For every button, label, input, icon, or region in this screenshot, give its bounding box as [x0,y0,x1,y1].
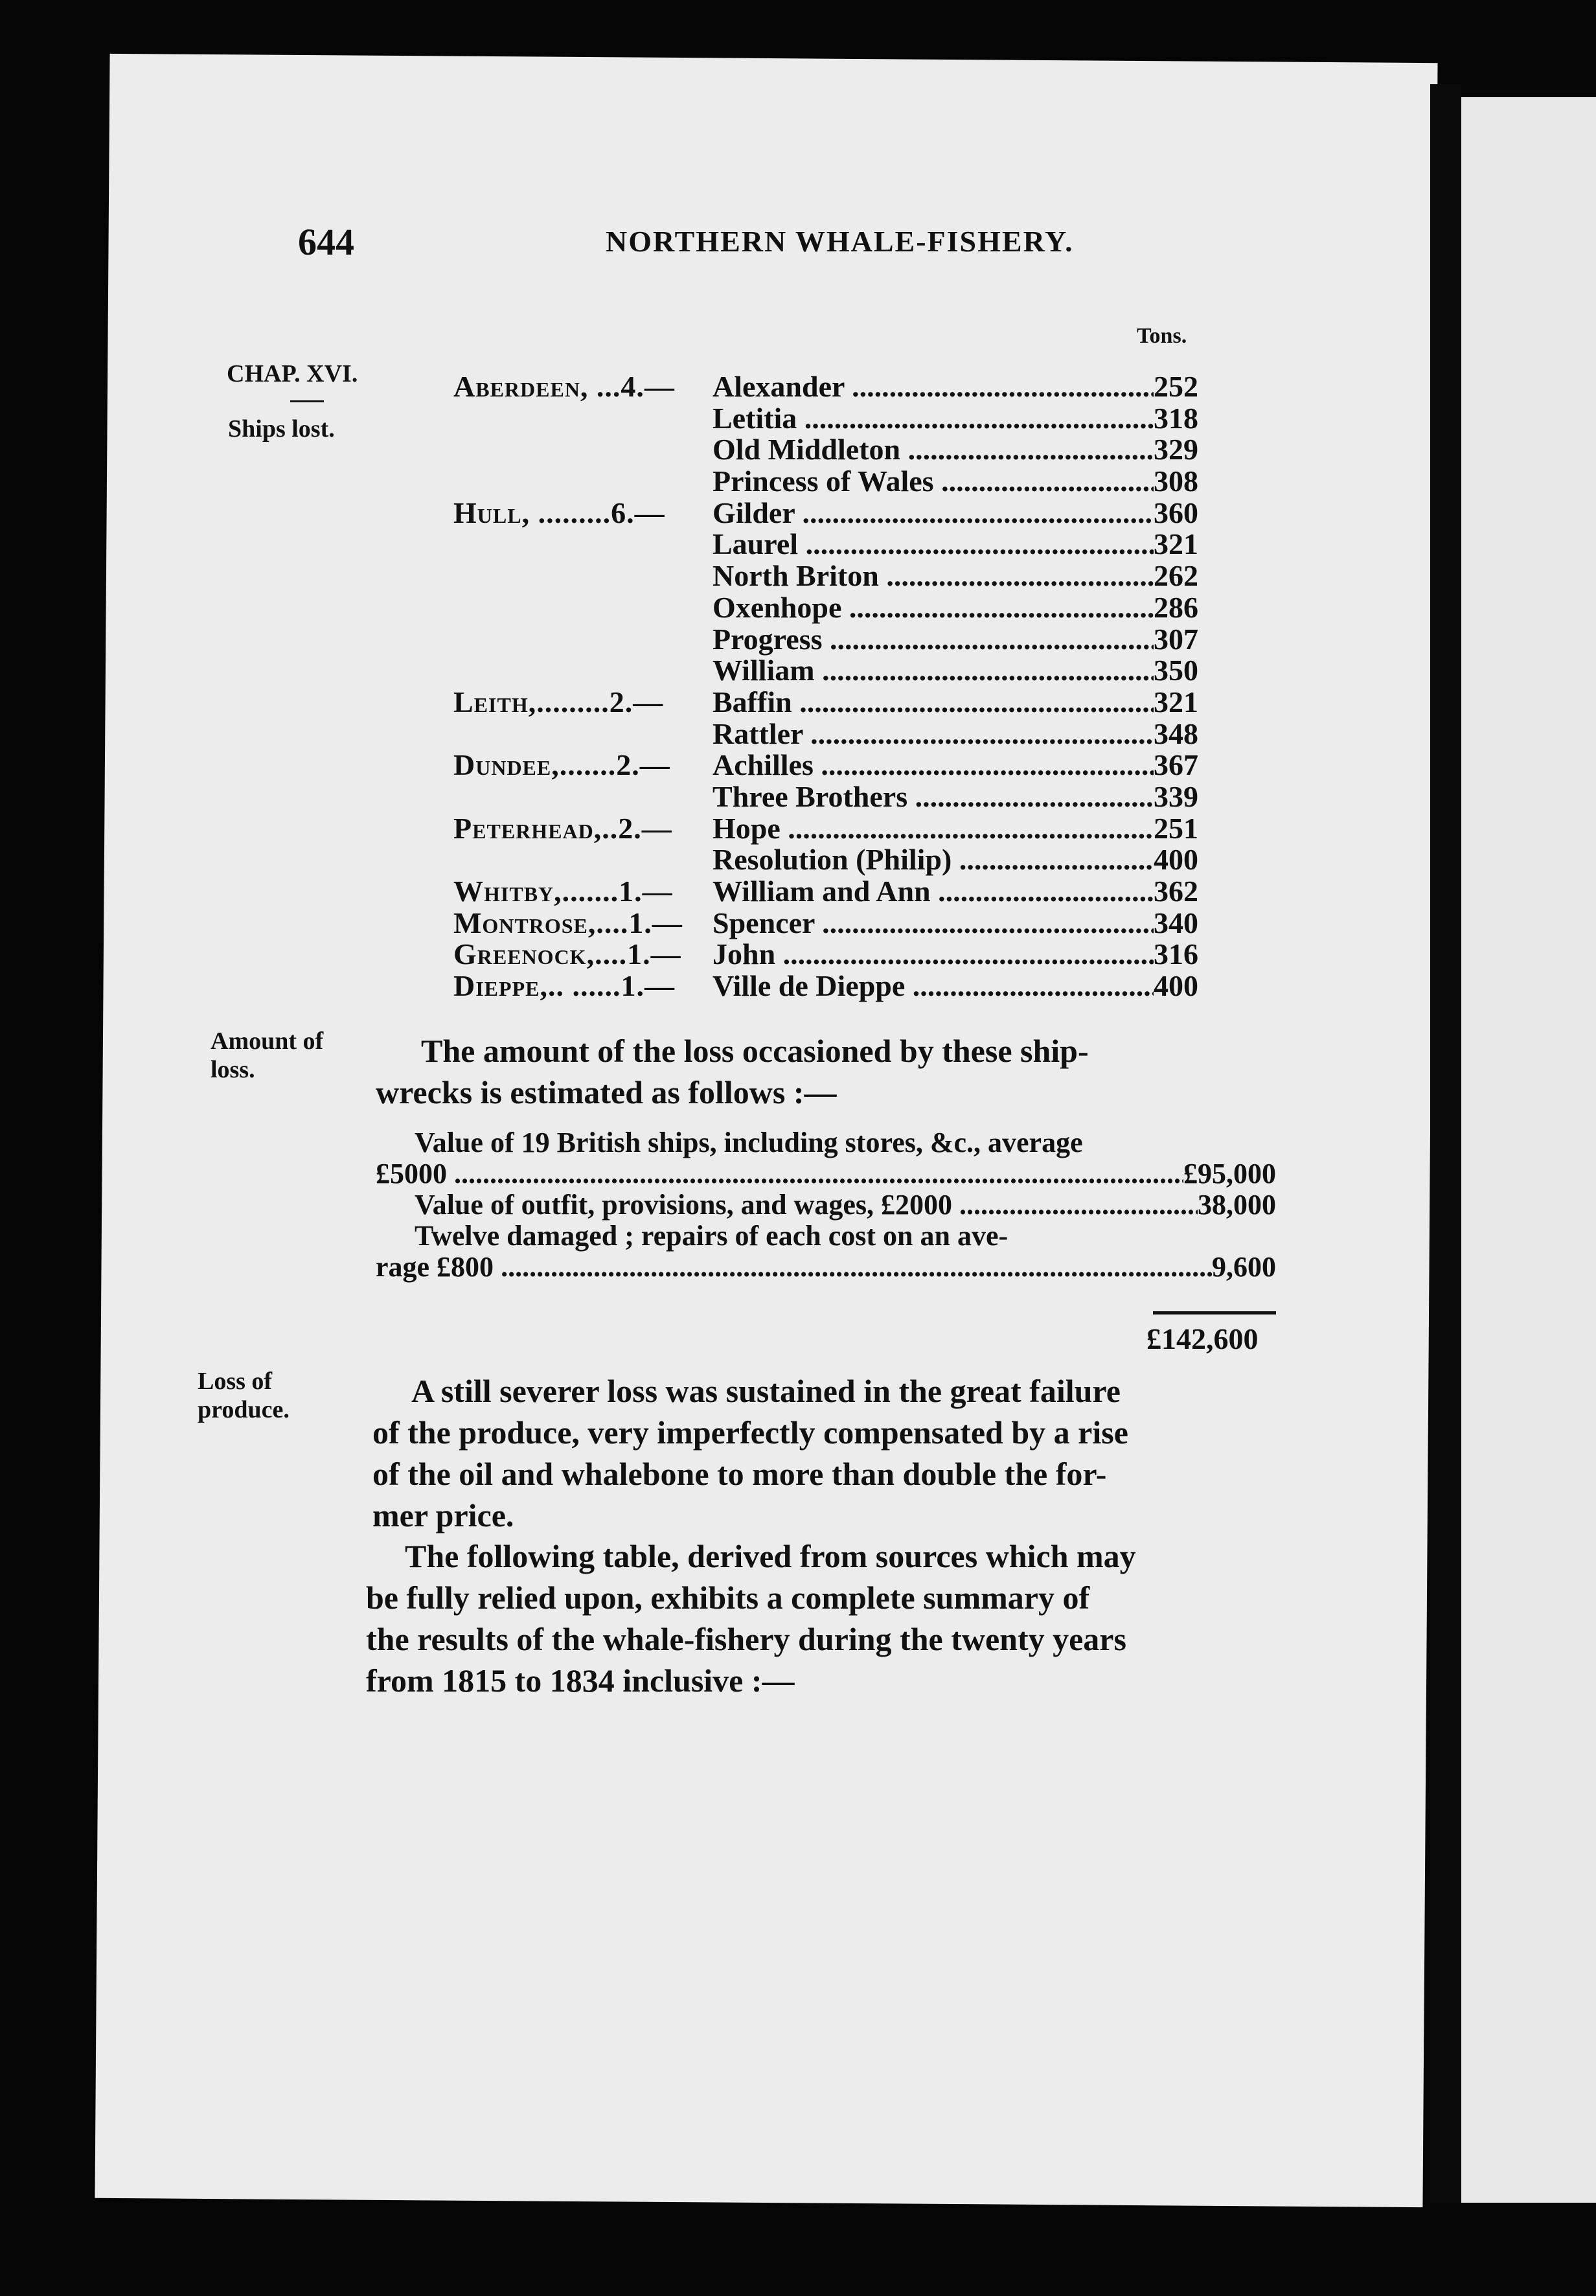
ship-tons: 318 [1154,401,1198,435]
ship-entry [712,464,1198,498]
loss-item-text: Value of outfit, provisions, and wages, £2000 ..... [415,1189,1198,1221]
loss-row [376,1189,1276,1221]
ship-row [453,464,1198,496]
loss-estimate-table [376,1127,1276,1283]
port-label: Whitby,.......1.— [453,875,673,908]
tons-column-header: Tons. [1137,324,1187,348]
ship-entry [712,811,1198,845]
ship-tons: 262 [1154,559,1198,593]
loss-amount: 38,000 [1198,1189,1276,1221]
ship-entry [712,748,1198,782]
ship-name: William ..... [712,653,1154,687]
ship-row [453,653,1198,685]
paragraph-line: from 1815 to 1834 inclusive :— [366,1662,795,1699]
ship-tons: 321 [1154,527,1198,561]
loss-of-produce-label-2: produce. [198,1396,290,1423]
page-number: 644 [298,221,354,263]
ship-entry [712,527,1198,561]
ship-name: Rattler ..... [712,717,1154,751]
loss-item-text: Value of 19 British ships, including stores, &c., average [415,1127,1083,1158]
ship-tons: 286 [1154,590,1198,624]
port-label: Peterhead,..2.— [453,811,672,845]
ship-entry [712,969,1198,1003]
chapter-dash [290,400,324,402]
loss-intro-line: The amount of the loss occasioned by these ship- [421,1033,1089,1069]
page-header-title: NORTHERN WHALE-FISHERY. [606,225,1074,258]
ship-entry [712,496,1198,530]
paragraph-line: mer price. [372,1497,514,1533]
book-spine [1430,84,1461,2203]
port-label: Greenock,....1.— [453,937,681,971]
paragraph-line: the results of the whale-fishery during the twenty years [366,1621,1126,1657]
ship-entry [712,622,1198,656]
ship-tons: 360 [1154,496,1198,529]
loss-of-produce-label-1: Loss of [198,1368,273,1395]
ship-name: Letitia ..... [712,401,1154,435]
table-intro-paragraph [366,1535,1276,1701]
ship-row [453,748,1198,782]
ship-row [453,685,1198,717]
loss-amount: £95,000 [1183,1158,1276,1189]
loss-item-text: Twelve damaged ; repairs of each cost on an ave- [415,1220,1009,1252]
ship-name: Oxenhope ..... [712,590,1154,625]
ship-row [453,496,1198,527]
ship-entry [712,432,1198,466]
ship-row [453,874,1198,906]
margin-note-loss-of-produce [198,1367,290,1424]
ship-name: North Briton ..... [712,558,1154,593]
ship-tons: 362 [1154,875,1198,908]
ship-entry [712,937,1198,971]
ship-tons: 339 [1154,779,1198,813]
ship-name: Laurel ..... [712,527,1154,561]
paragraph-line: of the produce, very imperfectly compensated by a rise [372,1414,1128,1451]
produce-paragraph [372,1370,1276,1536]
ship-row [453,369,1198,401]
loss-item-text: rage £800 ..... [376,1252,1212,1283]
ship-row [453,401,1198,433]
chapter-label: CHAP. XVI. [227,360,358,387]
ship-name: Progress ..... [712,622,1154,656]
ship-tons: 367 [1154,748,1198,782]
ship-row [453,717,1198,748]
paragraph-line: The following table, derived from sources which may [405,1538,1136,1574]
port-label: Montrose,....1.— [453,906,683,939]
loss-amount: 9,600 [1212,1251,1276,1283]
ship-entry [712,842,1198,877]
ship-row [453,937,1198,969]
port-label: Dieppe,.. ......1.— [453,969,675,1003]
margin-note-amount-of-loss [211,1027,323,1084]
ship-tons: 308 [1154,465,1198,498]
loss-intro-line: wrecks is estimated as follows :— [376,1074,837,1110]
ship-entry [712,653,1198,687]
ship-row [453,558,1198,593]
ship-tons: 340 [1154,906,1198,939]
loss-item-text: £5000 ..... [376,1158,1183,1189]
paragraph-line: A still severer loss was sustained in the great failure [411,1373,1121,1409]
ship-name: Gilder ..... [712,496,1154,530]
ship-entry [712,369,1198,404]
port-label: Dundee,.......2.— [453,748,670,782]
ship-row [453,842,1198,877]
ship-tons: 329 [1154,433,1198,466]
loss-total: £142,600 [1146,1322,1259,1355]
ship-name: Princess of Wales ..... [712,464,1154,498]
ship-name: Spencer ..... [712,906,1154,940]
ship-row [453,811,1198,843]
port-label: Leith,.........2.— [453,685,664,718]
ship-name: William and Ann ..... [712,874,1154,908]
amount-of-loss-label-1: Amount of [211,1027,324,1055]
ship-tons: 400 [1154,843,1198,877]
ship-tons: 252 [1154,370,1198,403]
loss-row [376,1252,1276,1283]
paragraph-line: of the oil and whalebone to more than double the for- [372,1456,1107,1492]
ship-tons: 400 [1154,969,1198,1003]
ship-row [453,527,1198,561]
ship-name: Alexander ..... [712,369,1154,404]
ship-entry [712,779,1198,814]
ship-tons: 321 [1154,685,1198,718]
ship-name: Resolution (Philip) ..... [712,842,1154,877]
port-label: Aberdeen, ...4.— [453,370,675,403]
ship-name: Achilles ..... [712,748,1154,782]
ships-lost-label: Ships lost. [228,415,335,442]
ship-row [453,622,1198,654]
loss-row [376,1158,1276,1189]
ship-entry [712,590,1198,625]
ship-row [453,590,1198,622]
ship-entry [712,874,1198,908]
ship-entry [712,906,1198,940]
ship-row [453,779,1198,811]
ship-tons: 348 [1154,717,1198,750]
loss-row [376,1221,1276,1252]
ship-name: Baffin ..... [712,685,1154,719]
amount-of-loss-label-2: loss. [211,1056,255,1083]
ship-tons: 316 [1154,937,1198,971]
ship-name: Old Middleton ..... [712,432,1154,466]
total-rule [1153,1311,1276,1314]
ship-row [453,906,1198,937]
ship-entry [712,558,1198,593]
ship-row [453,432,1198,464]
margin-note-ships-lost [228,415,335,443]
ship-name: Hope ..... [712,811,1154,845]
running-head [298,220,1218,272]
paragraph-line: be fully relied upon, exhibits a complete summary of [366,1579,1090,1616]
ship-name: John ..... [712,937,1154,971]
ship-row [453,969,1198,1003]
port-label: Hull, .........6.— [453,496,665,529]
ship-tons: 251 [1154,811,1198,845]
ship-tons: 350 [1154,654,1198,687]
ship-name: Three Brothers ..... [712,779,1154,814]
ship-entry [712,685,1198,719]
adjacent-page-edge [1461,97,1596,2203]
ships-lost-list [453,369,1198,1003]
ship-name: Ville de Dieppe ..... [712,969,1154,1003]
loss-intro-paragraph [376,1030,1276,1113]
loss-row [376,1127,1276,1158]
margin-note-chapter [227,360,358,388]
ship-entry [712,717,1198,751]
ship-entry [712,401,1198,435]
ship-tons: 307 [1154,622,1198,656]
